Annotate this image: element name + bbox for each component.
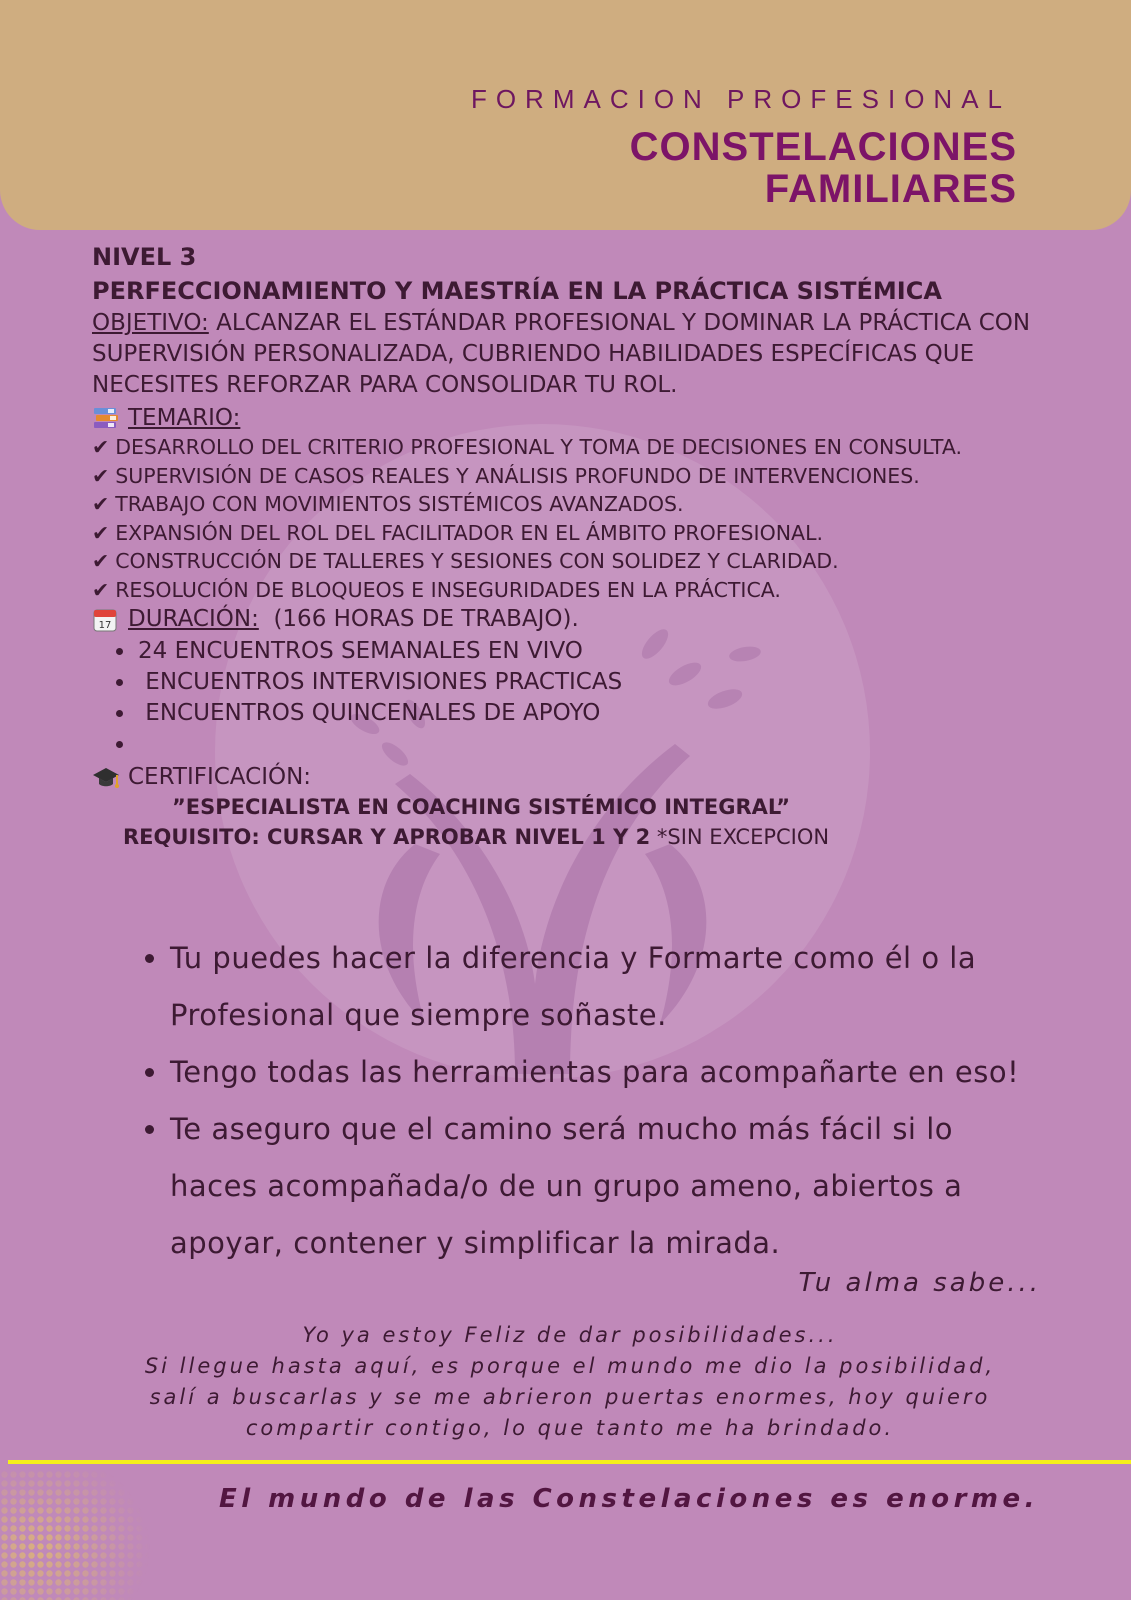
checkmark-icon: ✔ xyxy=(92,577,110,602)
temario-label: TEMARIO: xyxy=(128,405,241,431)
motivation-list xyxy=(170,930,1030,1272)
topic-text: SUPERVISIÓN DE CASOS REALES Y ANÁLISIS PROFUNDO DE INTERVENCIONES. xyxy=(115,463,920,488)
footer-tagline: El mundo de las Constelaciones es enorme. xyxy=(218,1484,1039,1514)
duracion-heading xyxy=(92,604,1092,634)
checkmark-icon: ✔ xyxy=(92,520,110,545)
topic-text: RESOLUCIÓN DE BLOQUEOS E INSEGURIDADES EN LA PRÁCTICA. xyxy=(115,577,781,602)
list-item xyxy=(92,490,1092,519)
dot-pattern-decoration xyxy=(0,1470,150,1600)
duracion-hours: (166 HORAS DE TRABAJO). xyxy=(273,606,579,632)
checkmark-icon: ✔ xyxy=(92,549,110,573)
certification-title: ”ESPECIALISTA EN COACHING SISTÉMICO INTEGRAL” xyxy=(172,795,791,819)
quote-line: Si llegue hasta aquí, es porque el mundo me dio la posibilidad, xyxy=(144,1354,996,1378)
list-item: • Tengo todas las herramientas para acompañarte en eso! xyxy=(170,1044,1030,1101)
quote-line: Yo ya estoy Feliz de dar posibilidades... xyxy=(302,1323,838,1347)
list-item: • 24 ENCUENTROS SEMANALES EN VIVO xyxy=(136,636,1092,667)
requirement-line xyxy=(123,822,1092,852)
list-item: • ENCUENTROS QUINCENALES DE APOYO xyxy=(136,698,1092,729)
calendar-icon xyxy=(92,607,120,631)
header-title-line1: CONSTELACIONES xyxy=(629,125,1017,169)
list-item xyxy=(92,462,1092,491)
header-title xyxy=(630,126,1017,210)
certificacion-label: CERTIFICACIÓN: xyxy=(128,764,312,790)
requirement-text: REQUISITO: CURSAR Y APROBAR NIVEL 1 Y 2 xyxy=(123,825,651,849)
list-item: • ENCUENTROS INTERVISIONES PRACTICAS xyxy=(136,667,1092,698)
yellow-divider xyxy=(8,1460,1131,1464)
list-item xyxy=(92,576,1092,605)
objective-label: OBJETIVO: xyxy=(92,310,209,336)
temario-list xyxy=(92,433,1092,604)
quote-line: salí a buscarlas y se me abrieron puertas enormes, hoy quiero xyxy=(149,1385,991,1409)
topic-text: CONSTRUCCIÓN DE TALLERES Y SESIONES CON SOLIDEZ Y CLARIDAD. xyxy=(115,549,839,573)
header-kicker: FORMACION PROFESIONAL xyxy=(470,84,1011,114)
checkmark-icon: ✔ xyxy=(92,492,110,516)
header-banner xyxy=(0,0,1131,230)
topic-text: EXPANSIÓN DEL ROL DEL FACILITADOR EN EL ÁMBITO PROFESIONAL. xyxy=(115,520,824,545)
quote-line: compartir contigo, lo que tanto me ha brindado. xyxy=(245,1416,895,1440)
list-item xyxy=(136,729,1092,760)
closing-quote xyxy=(90,1320,1050,1444)
list-item: • Te aseguro que el camino será mucho más fácil si lo haces acompañada/o de un grupo ameno, abiertos a apoyar, contener y simplificar la mirada. xyxy=(170,1101,1030,1272)
course-subtitle: PERFECCIONAMIENTO Y MAESTRÍA EN LA PRÁCTICA SISTÉMICA xyxy=(92,277,942,305)
list-item xyxy=(92,519,1092,548)
header-title-line2: FAMILIARES xyxy=(764,167,1017,211)
checkmark-icon: ✔ xyxy=(92,435,110,459)
requirement-note: *SIN EXCEPCION xyxy=(650,825,830,849)
checkmark-icon: ✔ xyxy=(92,463,110,488)
books-icon xyxy=(92,406,120,430)
certificacion-heading xyxy=(92,762,1092,792)
list-item: • Tu puedes hacer la diferencia y Formarte como él o la Profesional que siempre soñaste. xyxy=(170,930,1030,1044)
temario-heading xyxy=(92,403,1092,433)
svg-text:17: 17 xyxy=(98,620,112,631)
topic-text: TRABAJO CON MOVIMIENTOS SISTÉMICOS AVANZADOS. xyxy=(115,492,684,516)
soul-tagline: Tu alma sabe... xyxy=(798,1268,1041,1298)
duracion-list xyxy=(92,636,1092,760)
graduation-cap-icon xyxy=(92,765,120,789)
level-heading: NIVEL 3 xyxy=(92,243,197,271)
topic-text: DESARROLLO DEL CRITERIO PROFESIONAL Y TOMA DE DECISIONES EN CONSULTA. xyxy=(115,435,963,459)
objective-text: ALCANZAR EL ESTÁNDAR PROFESIONAL Y DOMINAR LA PRÁCTICA CON SUPERVISIÓN PERSONALIZADA, CUBRIENDO HABILIDADES ESPECÍFICAS QUE NECESITES REFORZAR PARA CONSOLIDAR TU ROL. xyxy=(92,310,1031,398)
objective-paragraph xyxy=(92,308,1092,401)
main-content xyxy=(92,240,1092,852)
list-item xyxy=(92,433,1092,462)
duracion-label: DURACIÓN: xyxy=(128,606,259,632)
list-item xyxy=(92,547,1092,576)
